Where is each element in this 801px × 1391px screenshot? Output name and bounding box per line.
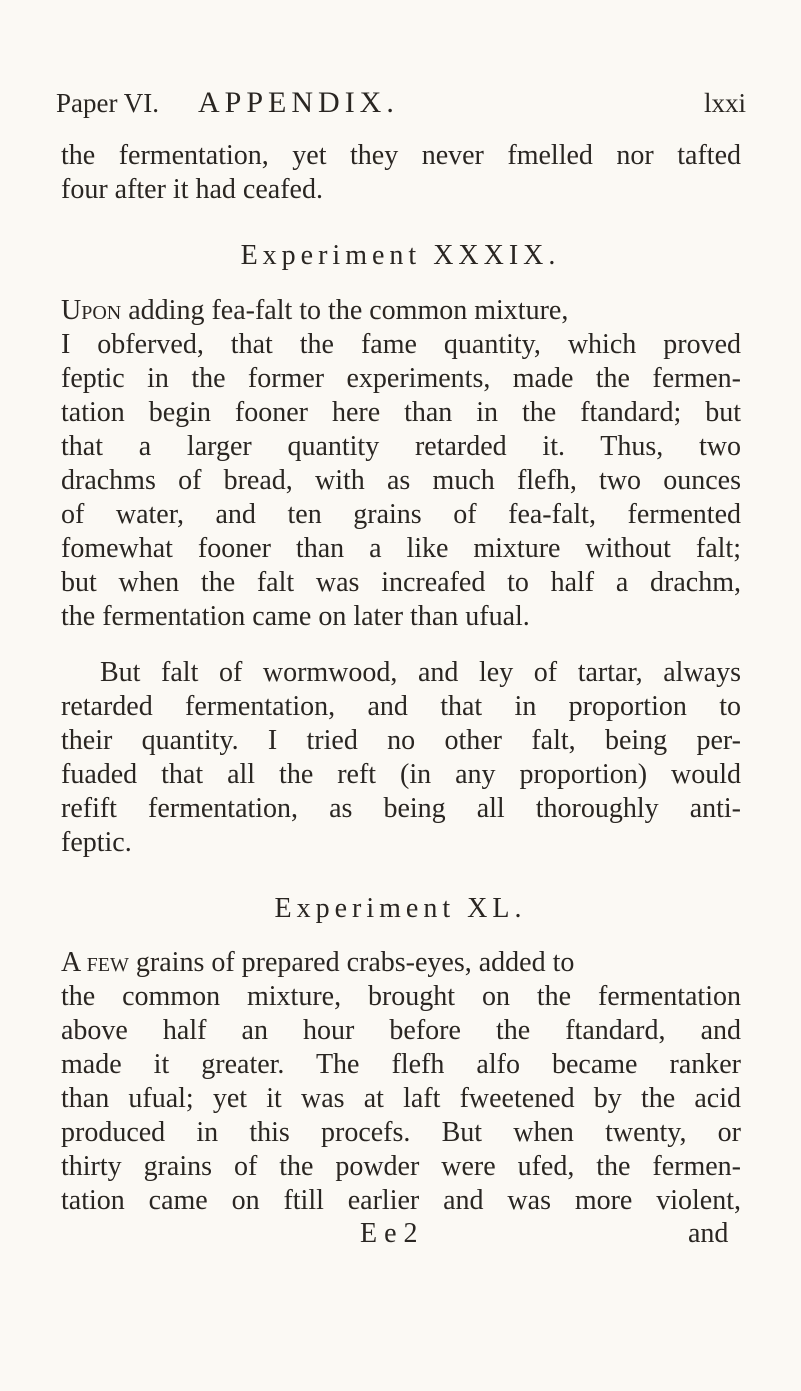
text-line: retarded fermentation, and that in proportion to [61, 691, 741, 722]
text-line: fomewhat fooner than a like mixture without falt; [61, 533, 741, 564]
text-line: refift fermentation, as being all thoroughly anti- [61, 793, 741, 824]
text-line: but when the falt was increafed to half a drachm, [61, 567, 741, 598]
running-header [56, 88, 746, 122]
text-line: than ufual; yet it was at laft fweetened by the acid [61, 1083, 741, 1114]
text-line: thirty grains of the powder were ufed, the fermen- [61, 1151, 741, 1182]
text-line: made it greater. The flefh alfo became ranker [61, 1049, 741, 1080]
catchword: and [688, 1218, 729, 1249]
text-span: adding fea-falt to the common mixture, [121, 295, 569, 326]
header-page-number: lxxi [703, 88, 746, 118]
text-line: of water, and ten grains of fea-falt, fermented [61, 499, 741, 530]
text-line: the common mixture, brought on the fermentation [61, 981, 741, 1012]
text-line: their quantity. I tried no other falt, being per- [61, 725, 741, 756]
lead-word: A few [61, 947, 129, 978]
text-line: that a larger quantity retarded it. Thus, two [61, 431, 741, 462]
paragraph-first-line [61, 946, 741, 980]
text-line: above half an hour before the ftandard, and [61, 1015, 741, 1046]
experiment-heading: Experiment XL. [274, 893, 527, 924]
text-line: feptic. [61, 827, 132, 858]
signature-mark: E e 2 [360, 1218, 418, 1249]
text-line: fuaded that all the reft (in any proportion) would [61, 759, 741, 790]
lead-word: Upon [61, 295, 122, 326]
header-title: APPENDIX. [198, 86, 399, 119]
text-line: I obferved, that the fame quantity, which proved [61, 329, 741, 360]
paragraph-first-line [61, 294, 741, 328]
text-line: produced in this procefs. But when twenty, or [61, 1117, 741, 1148]
text-line: tation came on ftill earlier and was more violent, [61, 1185, 741, 1216]
text-line: feptic in the former experiments, made the fermen- [61, 363, 741, 394]
text-line: four after it had ceafed. [61, 174, 323, 205]
text-line: drachms of bread, with as much flefh, two ounces [61, 465, 741, 496]
text-line: But falt of wormwood, and ley of tartar, always [100, 657, 741, 688]
text-line: the fermentation, yet they never fmelled nor tafted [61, 140, 741, 171]
header-paper-number: Paper VI. [56, 88, 159, 118]
text-line: the fermentation came on later than ufual. [61, 601, 530, 632]
text-line: tation begin fooner here than in the ftandard; but [61, 397, 741, 428]
text-span: grains of prepared crabs-eyes, added to [128, 947, 575, 978]
experiment-heading: Experiment XXXIX. [240, 240, 561, 271]
